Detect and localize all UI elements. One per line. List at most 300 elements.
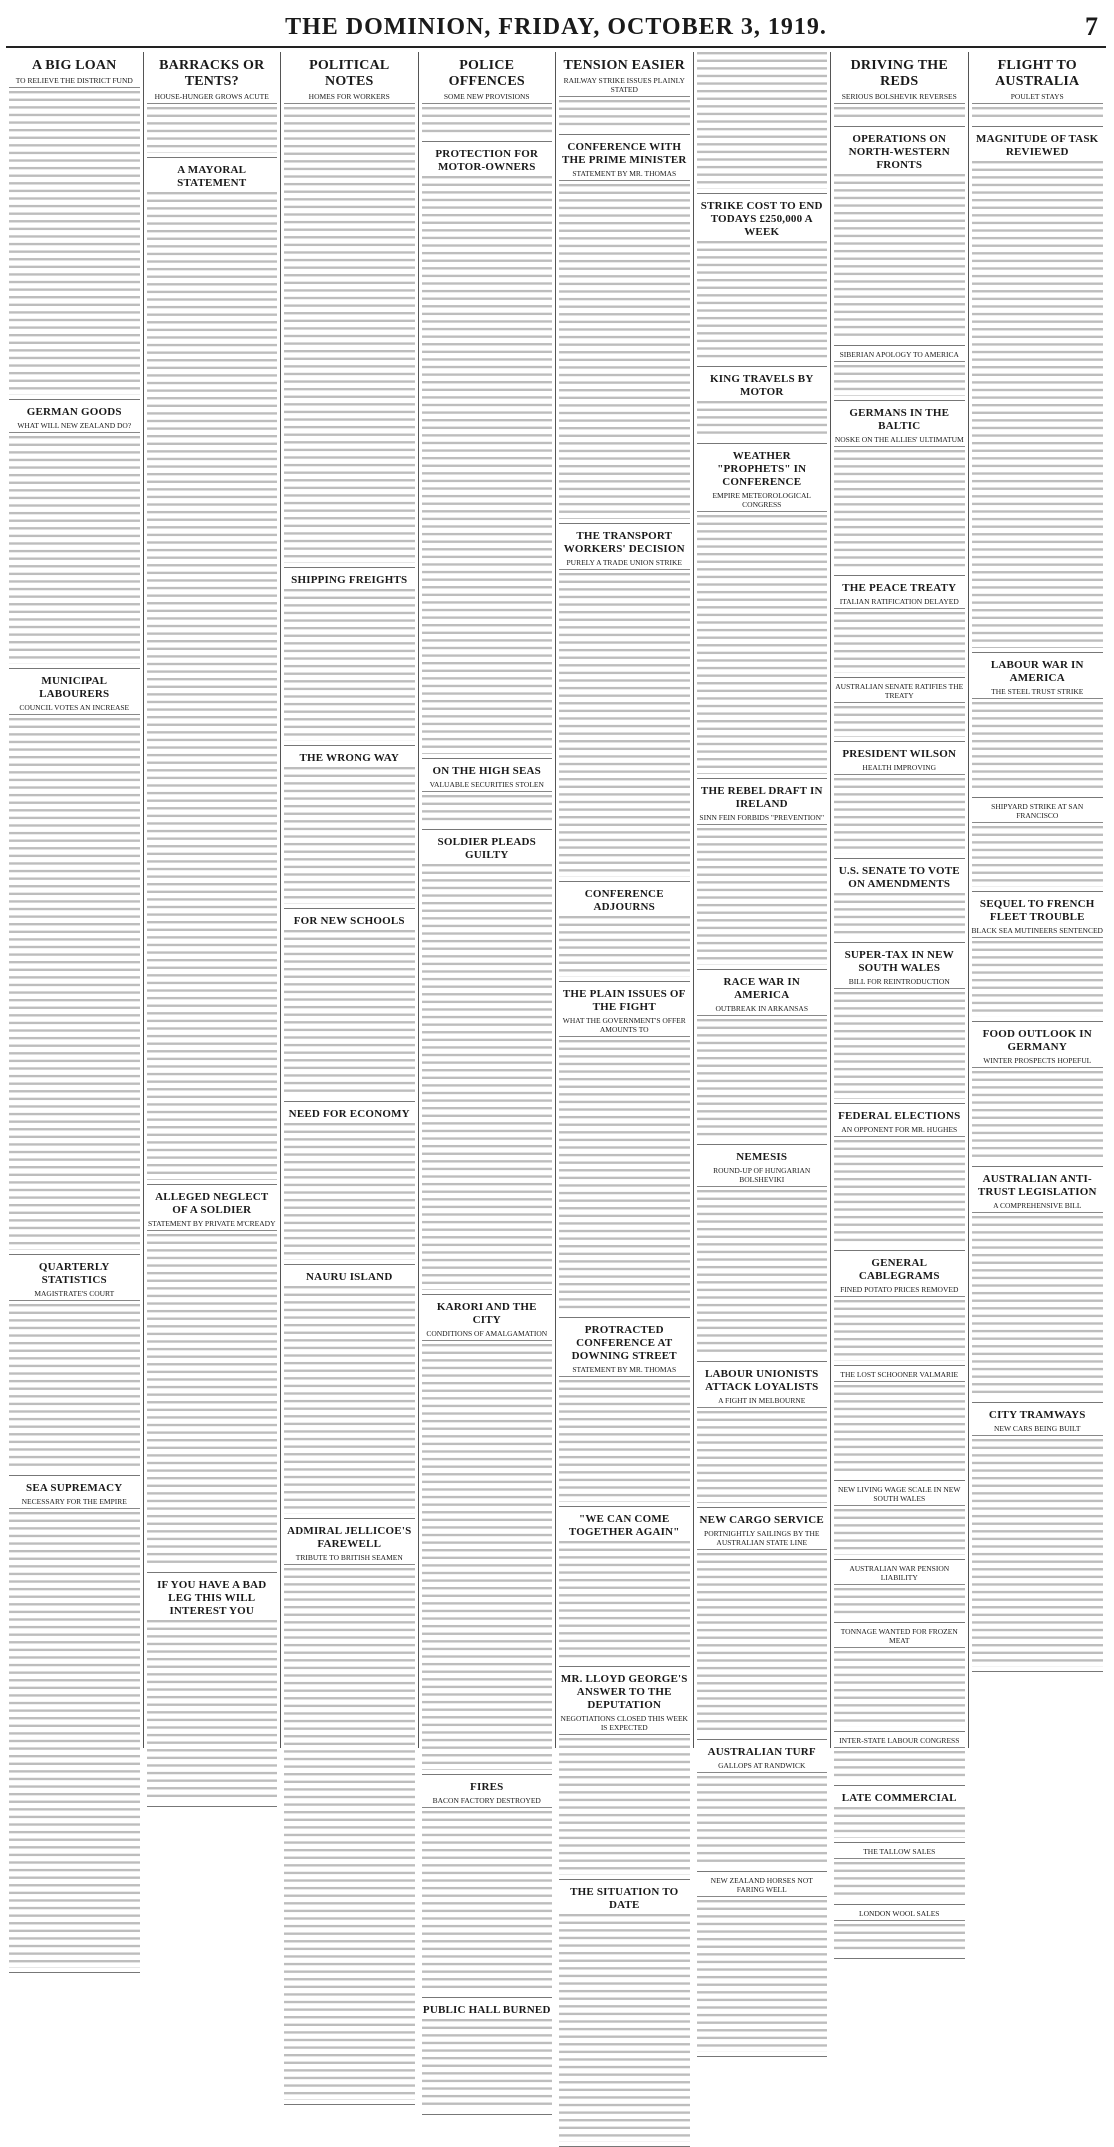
article-subhead: PURELY A TRADE UNION STRIKE: [559, 558, 690, 570]
article-body: [972, 702, 1104, 793]
article-body: [284, 107, 415, 563]
article-headline: NAURU ISLAND: [306, 1270, 393, 1283]
article-divider: [697, 778, 828, 779]
article: [697, 1876, 828, 2057]
article-body: [834, 450, 965, 572]
article: [147, 58, 278, 158]
article-headline: MAGNITUDE OF TASK REVIEWED: [976, 133, 1099, 159]
article: [834, 1564, 965, 1623]
article-divider: [147, 1572, 278, 1573]
article-body: [422, 176, 553, 754]
article-subhead: VALUABLE SECURITIES STOLEN: [422, 780, 553, 792]
article-subhead: RAILWAY STRIKE ISSUES PLAINLY STATED: [559, 76, 690, 97]
article-subhead: ROUND-UP OF HUNGARIAN BOLSHEVIKI: [697, 1166, 828, 1187]
article-body: [422, 107, 553, 137]
article-subhead: NEW LIVING WAGE SCALE IN NEW SOUTH WALES: [834, 1485, 965, 1506]
article-divider: [972, 1021, 1104, 1022]
article-divider: [834, 677, 965, 678]
article-divider: [834, 1103, 965, 1104]
article: [697, 450, 828, 778]
article-body: [559, 1914, 690, 2142]
article-headline: POLITICAL NOTES: [309, 58, 390, 89]
article-divider: [147, 1806, 278, 1807]
article-divider: [422, 1294, 553, 1295]
article-body: [697, 1553, 828, 1735]
article-headline: FOOD OUTLOOK IN GERMANY: [982, 1027, 1092, 1053]
article-divider: [422, 1997, 553, 1998]
article-body: [697, 1411, 828, 1502]
article-subhead: SIBERIAN APOLOGY TO AMERICA: [834, 350, 965, 362]
article-headline: LATE COMMERCIAL: [841, 1792, 957, 1805]
article-subhead: WHAT WILL NEW ZEALAND DO?: [9, 421, 140, 433]
article-divider: [697, 2056, 828, 2057]
article-divider: [972, 1402, 1104, 1403]
article-headline: FLIGHT TO AUSTRALIA: [995, 58, 1080, 89]
article-headline: ADMIRAL JELLICOE'S FAREWELL: [287, 1524, 412, 1550]
article: [834, 1627, 965, 1732]
article: [284, 574, 415, 746]
article-headline: NEMESIS: [736, 1151, 788, 1164]
article: [697, 373, 828, 444]
article-headline: GENERAL CABLEGRAMS: [858, 1256, 940, 1282]
article: [697, 1746, 828, 1872]
article: [559, 1513, 690, 1668]
article-body: [972, 1071, 1104, 1162]
article-body: [697, 1900, 828, 2052]
article: [422, 2004, 553, 2115]
article-divider: [284, 908, 415, 909]
article-headline: MR. LLOYD GEORGE'S ANSWER TO THE DEPUTATION: [560, 1673, 688, 1712]
article-divider: [834, 1480, 965, 1481]
article-divider: [834, 345, 965, 346]
article-body: [697, 515, 828, 773]
article-headline: FEDERAL ELECTIONS: [838, 1109, 961, 1122]
article: [834, 865, 965, 944]
article-subhead: SHIPYARD STRIKE AT SAN FRANCISCO: [972, 802, 1104, 823]
newspaper-column: [281, 52, 419, 1748]
article: [834, 1110, 965, 1251]
article-body: [834, 1751, 965, 1781]
article-body: [697, 1190, 828, 1357]
article: [284, 752, 415, 909]
article: [422, 58, 553, 142]
article-body: [834, 1807, 965, 1837]
article-body: [284, 589, 415, 741]
masthead-title: THE DOMINION, FRIDAY, OCTOBER 3, 1919.: [285, 14, 827, 40]
article-headline: STRIKE COST TO END TODAYS £250,000 A WEEK: [700, 199, 823, 238]
article-body: [834, 1651, 965, 1727]
article-headline: NEW CARGO SERVICE: [699, 1513, 824, 1526]
article-headline: PUBLIC HALL BURNED: [422, 2003, 551, 2016]
article-divider: [559, 523, 690, 524]
article-body: [9, 436, 140, 664]
article-body: [9, 1512, 140, 1968]
article: [284, 1108, 415, 1265]
article-divider: [559, 1666, 690, 1667]
article-subhead: THE LOST SCHOONER VALMARIE: [834, 1370, 965, 1382]
article-headline: SUPER-TAX IN NEW SOUTH WALES: [844, 949, 954, 975]
article-body: [834, 365, 965, 395]
article-subhead: TRIBUTE TO BRITISH SEAMEN: [284, 1553, 415, 1565]
newspaper-column: [556, 52, 694, 1912]
article-subhead: GALLOPS AT RANDWICK: [697, 1761, 828, 1773]
article-headline: GERMAN GOODS: [26, 406, 122, 418]
article-divider: [697, 969, 828, 970]
article-subhead: STATEMENT BY MR. THOMAS: [559, 1365, 690, 1377]
article-body: [972, 1439, 1104, 1667]
article-subhead: SERIOUS BOLSHEVIK REVERSES: [834, 92, 965, 104]
article-subhead: NEW ZEALAND HORSES NOT FARING WELL: [697, 1876, 828, 1897]
article-body: [559, 100, 690, 130]
article-headline: KARORI AND THE CITY: [436, 1300, 537, 1326]
article-subhead: LONDON WOOL SALES: [834, 1909, 965, 1921]
article-body: [9, 91, 140, 395]
newspaper-column: [6, 52, 144, 1748]
article-divider: [834, 575, 965, 576]
article-body: [834, 778, 965, 854]
article-body: [422, 1344, 553, 1770]
article-divider: [559, 1879, 690, 1880]
article: [972, 1409, 1104, 1672]
article-divider: [697, 1361, 828, 1362]
article: [834, 1370, 965, 1481]
article: [697, 200, 828, 368]
article-headline: SHIPPING FREIGHTS: [291, 574, 408, 586]
article-body: [834, 612, 965, 673]
article-divider: [9, 399, 140, 400]
article: [559, 1673, 690, 1880]
article: [834, 582, 965, 678]
article-divider: [9, 1475, 140, 1476]
article-subhead: SOME NEW PROVISIONS: [422, 92, 553, 104]
article: [834, 1485, 965, 1560]
article: [834, 1909, 965, 1959]
article-headline: A MAYORAL STATEMENT: [177, 163, 247, 189]
article-body: [284, 930, 415, 1097]
article: [422, 765, 553, 830]
article: [834, 350, 965, 400]
article-body: [834, 174, 965, 341]
article: [834, 407, 965, 577]
article-body: [834, 1862, 965, 1900]
article-body: [422, 864, 553, 1290]
article-headline: PRESIDENT WILSON: [842, 747, 957, 760]
article-headline: PROTECTION FOR MOTOR-OWNERS: [435, 148, 539, 174]
article-divider: [834, 1904, 965, 1905]
article-subhead: OUTBREAK IN ARKANSAS: [697, 1004, 828, 1016]
article: [834, 133, 965, 346]
article-divider: [972, 891, 1104, 892]
article-divider: [972, 1166, 1104, 1167]
article-subhead: CONDITIONS OF AMALGAMATION: [422, 1329, 553, 1341]
article-body: [697, 1019, 828, 1141]
article: [972, 802, 1104, 892]
article-headline: LABOUR WAR IN AMERICA: [990, 658, 1084, 684]
article-divider: [697, 366, 828, 367]
article-divider: [147, 1184, 278, 1185]
article-body: [834, 992, 965, 1098]
article-divider: [559, 881, 690, 882]
article: [972, 1028, 1104, 1167]
article-headline: POLICE OFFENCES: [448, 58, 525, 89]
article-subhead: BLACK SEA MUTINEERS SENTENCED: [972, 926, 1104, 938]
article-divider: [834, 1842, 965, 1843]
article-headline: KING TRAVELS BY MOTOR: [710, 373, 814, 399]
article: [834, 1736, 965, 1786]
article-subhead: NEW CARS BEING BUILT: [972, 1424, 1104, 1436]
article-headline: AUSTRALIAN ANTI-TRUST LEGISLATION: [977, 1172, 1097, 1198]
article-headline: PROTRACTED CONFERENCE AT DOWNING STREET: [571, 1324, 677, 1363]
article-headline: FOR NEW SCHOOLS: [293, 914, 405, 927]
article-subhead: STATEMENT BY MR. THOMAS: [559, 169, 690, 181]
article-divider: [422, 1774, 553, 1775]
article-divider: [834, 400, 965, 401]
article-divider: [9, 1254, 140, 1255]
article-subhead: BILL FOR REINTRODUCTION: [834, 977, 965, 989]
article-body: [834, 1588, 965, 1618]
article-body: [972, 107, 1104, 122]
article-subhead: MAGISTRATE'S COURT: [9, 1289, 140, 1301]
article-body: [697, 52, 828, 189]
article: [559, 888, 690, 982]
article-body: [834, 893, 965, 939]
article-headline: SEQUEL TO FRENCH FLEET TROUBLE: [979, 897, 1095, 923]
article-subhead: A COMPREHENSIVE BILL: [972, 1201, 1104, 1213]
article-body: [147, 1620, 278, 1802]
article-headline: NEED FOR ECONOMY: [288, 1107, 410, 1120]
article-body: [284, 1123, 415, 1260]
article-body: [559, 184, 690, 518]
article-divider: [697, 443, 828, 444]
page-number: 7: [1085, 12, 1098, 41]
article-subhead: HOMES FOR WORKERS: [284, 92, 415, 104]
article-divider: [834, 858, 965, 859]
article-subhead: BACON FACTORY DESTROYED: [422, 1796, 553, 1808]
article: [972, 133, 1104, 652]
article-headline: "WE CAN COME TOGETHER AGAIN": [568, 1512, 680, 1538]
article-headline: CONFERENCE WITH THE PRIME MINISTER: [561, 141, 687, 167]
article-body: [697, 241, 828, 363]
article-headline: THE REBEL DRAFT IN IRELAND: [700, 784, 823, 810]
newspaper-page: [6, 6, 1106, 2016]
article-divider: [284, 567, 415, 568]
column-area: [6, 52, 1106, 2016]
article-subhead: AN OPPONENT FOR MR. HUGHES: [834, 1125, 965, 1137]
article: [422, 1781, 553, 1998]
article-subhead: FINED POTATO PRICES REMOVED: [834, 1285, 965, 1297]
article-body: [422, 1811, 553, 1993]
article-divider: [284, 2104, 415, 2105]
article: [284, 1525, 415, 2105]
article-body: [834, 1140, 965, 1246]
article-body: [559, 916, 690, 977]
article-divider: [284, 1518, 415, 1519]
article-headline: THE WRONG WAY: [299, 752, 400, 764]
article: [284, 58, 415, 568]
article-subhead: ITALIAN RATIFICATION DELAYED: [834, 597, 965, 609]
article-body: [972, 941, 1104, 1017]
article: [972, 659, 1104, 798]
article: [9, 58, 140, 400]
article: [697, 52, 828, 194]
article-headline: AUSTRALIAN TURF: [707, 1745, 816, 1758]
article: [284, 1271, 415, 1519]
article-headline: THE PEACE TREATY: [842, 582, 957, 595]
article-body: [9, 1304, 140, 1471]
article-divider: [559, 1317, 690, 1318]
article-divider: [834, 126, 965, 127]
article-body: [697, 1776, 828, 1867]
article-body: [147, 1234, 278, 1568]
article-subhead: THE TALLOW SALES: [834, 1847, 965, 1859]
article: [559, 1324, 690, 1507]
article-divider: [972, 1671, 1104, 1672]
article-subhead: INTER-STATE LABOUR CONGRESS: [834, 1736, 965, 1748]
article: [147, 1191, 278, 1573]
article-subhead: HOUSE-HUNGER GROWS ACUTE: [147, 92, 278, 104]
article-body: [559, 1541, 690, 1663]
article-body: [422, 2019, 553, 2110]
article-headline: THE SITUATION TO DATE: [570, 1886, 679, 1912]
article: [147, 164, 278, 1185]
article-headline: IF YOU HAVE A BAD LEG THIS WILL INTEREST YOU: [157, 1578, 267, 1617]
article-body: [834, 706, 965, 736]
article-headline: TENSION EASIER: [563, 58, 685, 73]
article-subhead: AUSTRALIAN WAR PENSION LIABILITY: [834, 1564, 965, 1585]
article-divider: [559, 1506, 690, 1507]
article: [9, 1261, 140, 1476]
article-divider: [9, 668, 140, 669]
article-subhead: NOSKE ON THE ALLIES' ULTIMATUM: [834, 435, 965, 447]
article: [9, 675, 140, 1255]
article-divider: [697, 1507, 828, 1508]
newspaper-column: [969, 52, 1107, 1748]
article-headline: MUNICIPAL LABOURERS: [39, 675, 110, 700]
article-divider: [834, 1731, 965, 1732]
article-subhead: TO RELIEVE THE DISTRICT FUND: [9, 76, 140, 88]
article-headline: SOLDIER PLEADS GUILTY: [437, 836, 536, 862]
article-subhead: WINTER PROSPECTS HOPEFUL: [972, 1056, 1104, 1068]
article: [697, 1514, 828, 1740]
article-divider: [834, 1365, 965, 1366]
article-headline: BARRACKS OR TENTS?: [159, 58, 265, 89]
article-headline: RACE WAR IN AMERICA: [723, 975, 801, 1001]
article-divider: [834, 942, 965, 943]
article-divider: [422, 2114, 553, 2115]
article-subhead: POULET STAYS: [972, 92, 1104, 104]
newspaper-column: [144, 52, 282, 1748]
article: [834, 58, 965, 127]
article-headline: ON THE HIGH SEAS: [432, 764, 541, 777]
article-headline: OPERATIONS ON NORTH-WESTERN FRONTS: [848, 133, 950, 172]
article: [559, 1886, 690, 2147]
article-body: [972, 1216, 1104, 1398]
article-body: [9, 718, 140, 1250]
article-divider: [834, 1559, 965, 1560]
article-divider: [834, 1958, 965, 1959]
article-subhead: WHAT THE GOVERNMENT'S OFFER AMOUNTS TO: [559, 1016, 690, 1037]
article-divider: [972, 126, 1104, 127]
article: [972, 1173, 1104, 1403]
article-subhead: THE STEEL TRUST STRIKE: [972, 687, 1104, 699]
article-divider: [422, 758, 553, 759]
article-divider: [697, 1739, 828, 1740]
article-body: [972, 161, 1104, 647]
article: [9, 406, 140, 669]
article: [697, 785, 828, 970]
article-headline: FIRES: [470, 1780, 504, 1793]
article-headline: CITY TRAMWAYS: [988, 1409, 1086, 1422]
article-subhead: AUSTRALIAN SENATE RATIFIES THE TREATY: [834, 682, 965, 703]
article: [9, 1482, 140, 1973]
article-body: [559, 1380, 690, 1502]
article: [559, 988, 690, 1319]
article: [559, 141, 690, 523]
article-divider: [834, 1250, 965, 1251]
article-subhead: EMPIRE METEOROLOGICAL CONGRESS: [697, 491, 828, 512]
article-divider: [834, 741, 965, 742]
article-subhead: TONNAGE WANTED FOR FROZEN MEAT: [834, 1627, 965, 1648]
article-headline: U.S. SENATE TO VOTE ON AMENDMENTS: [838, 864, 960, 890]
article-divider: [9, 1972, 140, 1973]
article-subhead: HEALTH IMPROVING: [834, 763, 965, 775]
article-body: [972, 826, 1104, 887]
article-divider: [147, 157, 278, 158]
article: [559, 530, 690, 882]
article-subhead: STATEMENT BY PRIVATE M'CREADY: [147, 1219, 278, 1231]
article: [834, 682, 965, 741]
article-body: [147, 192, 278, 1180]
article-body: [834, 107, 965, 122]
article-divider: [559, 134, 690, 135]
article: [697, 1368, 828, 1507]
article: [422, 148, 553, 759]
article-headline: THE PLAIN ISSUES OF THE FIGHT: [562, 987, 686, 1013]
article-headline: QUARTERLY STATISTICS: [38, 1261, 110, 1286]
article: [284, 915, 415, 1102]
article-divider: [697, 193, 828, 194]
article-subhead: NECESSARY FOR THE EMPIRE: [9, 1497, 140, 1509]
article-divider: [284, 1101, 415, 1102]
article-body: [284, 1286, 415, 1514]
article-divider: [834, 1622, 965, 1623]
newspaper-column: [419, 52, 557, 2016]
article-body: [559, 573, 690, 877]
article: [422, 836, 553, 1295]
article: [147, 1579, 278, 1807]
article-subhead: COUNCIL VOTES AN INCREASE: [9, 703, 140, 715]
article-divider: [422, 829, 553, 830]
article-headline: WEATHER "PROPHETS" IN CONFERENCE: [717, 450, 807, 489]
article-subhead: A FIGHT IN MELBOURNE: [697, 1396, 828, 1408]
article: [972, 58, 1104, 127]
article: [834, 949, 965, 1103]
article-divider: [972, 652, 1104, 653]
article-headline: DRIVING THE REDS: [850, 58, 948, 89]
article-divider: [697, 1144, 828, 1145]
article: [422, 1301, 553, 1775]
article-body: [422, 795, 553, 825]
article-divider: [284, 1264, 415, 1265]
article-body: [559, 1040, 690, 1314]
article: [834, 1792, 965, 1842]
newspaper-column: [694, 52, 832, 1895]
article-body: [284, 767, 415, 904]
article-headline: LABOUR UNIONISTS ATTACK LOYALISTS: [704, 1368, 819, 1394]
article: [559, 58, 690, 135]
article-headline: GERMANS IN THE BALTIC: [849, 406, 950, 432]
article-headline: ALLEGED NEGLECT OF A SOLDIER: [155, 1190, 269, 1216]
